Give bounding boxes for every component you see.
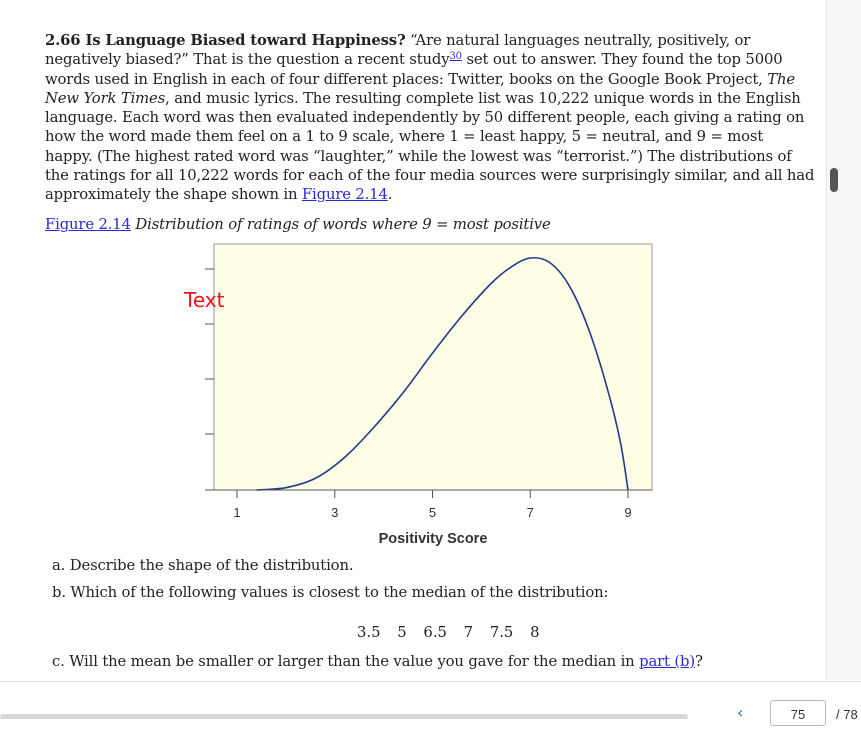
vertical-scrollbar[interactable] <box>826 0 861 680</box>
choice-value: 8 <box>530 624 540 641</box>
vertical-scroll-thumb[interactable] <box>830 168 838 192</box>
question-a: a. Describe the shape of the distribution. <box>52 557 354 574</box>
choice-value: 7.5 <box>489 624 514 641</box>
distribution-chart <box>175 240 660 550</box>
caption-text: Distribution of ratings of words where 9 = most positive <box>130 216 551 233</box>
question-c <box>52 653 703 670</box>
x-axis-label: Positivity Score <box>378 531 488 547</box>
problem-text-2: set out to answer. They found the top 5000 words used in English in each of four different places: Twitter, books on the Google Book Project, <box>45 51 783 88</box>
choice-value: 7 <box>463 624 474 641</box>
horizontal-scrollbar[interactable] <box>0 714 688 719</box>
x-axis-ticks <box>233 490 631 520</box>
question-c-text: c. Will the mean be smaller or larger than the value you gave for the median in <box>52 653 640 670</box>
choice-value: 5 <box>397 624 407 641</box>
page-total: / 78 <box>836 707 858 722</box>
problem-paragraph <box>45 31 815 205</box>
x-tick-label: 1 <box>233 505 241 520</box>
x-tick-label: 5 <box>428 505 437 520</box>
problem-text-end: . <box>387 186 393 204</box>
x-tick-label: 3 <box>331 505 339 520</box>
part-b-link[interactable]: part (b) <box>639 653 695 670</box>
problem-text-1: “Are natural languages neutrally, positively, or negatively biased?” That is the question a recent study <box>45 32 751 69</box>
footnote-link[interactable]: 30 <box>449 51 462 63</box>
plot-area <box>214 244 652 490</box>
page-number-input[interactable]: 75 <box>770 700 826 726</box>
figure-caption <box>45 216 551 233</box>
choice-value: 3.5 <box>357 624 381 641</box>
choice-value: 6.5 <box>423 624 447 641</box>
chevron-left-icon[interactable]: ‹ <box>737 703 744 722</box>
footer-divider <box>0 681 861 682</box>
x-tick-label: 7 <box>526 505 534 520</box>
question-c-end: ? <box>694 653 703 670</box>
x-tick-label: 9 <box>624 505 632 520</box>
overlay-text-label: Text <box>184 288 225 312</box>
problem-text-3: , and music lyrics. The resulting complete list was 10,222 unique words in the English language. Each word was then evaluated independently by 50 different people, each giving a rating on how the word made them feel on a 1 to 9 scale, where 1 = least happy, 5 = neutral, and 9 = most happy. (The highest rated word was “laughter,” while the lowest was “terrorist.”) The distributions of the ratings for all 10,222 words for each of the four media sources were surprisingly similar, and all had approximately the shape shown in <box>45 89 815 204</box>
caption-figure-link[interactable]: Figure 2.14 <box>45 216 131 233</box>
median-choices <box>357 624 549 641</box>
problem-title: 2.66 Is Language Biased toward Happiness? <box>45 32 406 49</box>
figure-link[interactable]: Figure 2.14 <box>301 186 388 204</box>
question-b: b. Which of the following values is closest to the median of the distribution: <box>52 584 609 601</box>
problem-text-nyt: The New York Times <box>45 70 795 107</box>
